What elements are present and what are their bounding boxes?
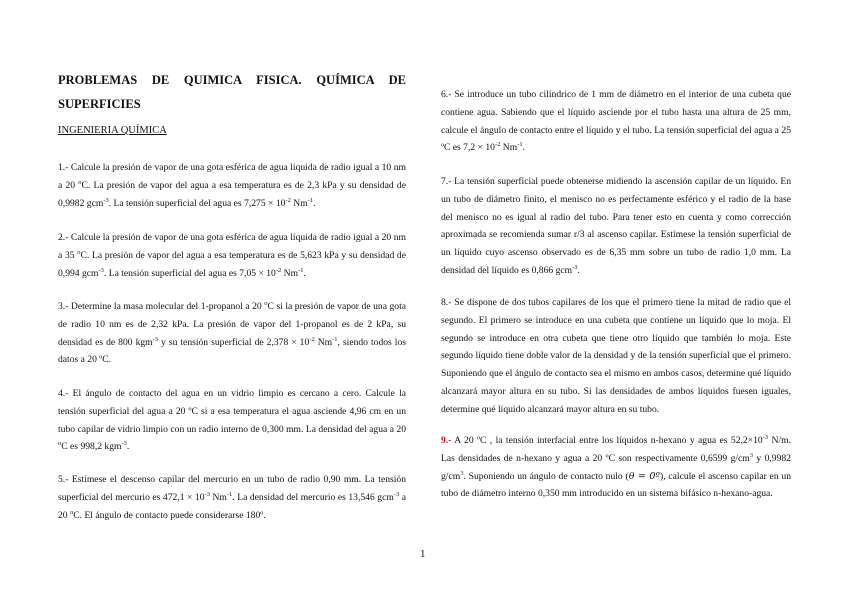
problem-9: 9.- A 20 ºC , la tensión interfacial entre los líquidos n-hexano y agua es $52,2\times 10^{-3}$ N/m. Las densidades de n-hexano y agua a 20 ºC son respectivamente 0,6599 $g/cm^3$ y 0,9982 $g/cm^3$. Suponiendo un ángulo de contacto nulo (θ = 0º), calcule el ascenso capilar en un tubo de diámetro interno 0,350 mm introducido en un sistema bifásico n-hexano-agua. — [441, 433, 792, 500]
problem-7: 7.- La tensión superficial puede obtenerse midiendo la ascensión capilar de un líquido. En un tubo de diámetro finito, el menisco no es perfectamente esférico y el radio de la base del menisco no es igual al radio del tubo. Para tener esto en cuenta y como corrección aproximada se recomienda sumar r/3 al ascenso capilar. Estímese la tensión superficial de un líquido cuyo ascenso observado es de 6,35 mm sobre un tubo de radio 1,0 mm. La densidad del líquido es 0,866 gcm$^{-3}$. — [441, 176, 791, 276]
page-title: PROBLEMAS DE QUIMICA FISICA. QUÍMICA DE SUPERFICIES — [58, 73, 406, 111]
problem-9-number: 9.- — [441, 435, 452, 446]
problem-6: 6.- Se introduce un tubo cilíndrico de 1 mm de diámetro en el interior de una cubeta que contiene agua. Sabiendo que el líquido asciende por el tubo hasta una altura de 25 mm, calcule el ángulo de contacto entre el líquido y el tubo. La tensión superficial del agua a 25 ºC es $7,2 \times 10^{-2}$ $Nm^{-1}$. — [441, 89, 791, 154]
problem-4: 4.- El ángulo de contacto del agua en un vidrio limpio es cercano a cero. Calcule la tensión superficial del agua a 20 ºC si a esa temperatura el agua asciende 4,96 cm en un tubo capilar de vidrio limpio con un radio interno de 0,300 mm. La densidad del agua a 20 $^o$C es 998,2 kgm$^{-3}$. — [58, 388, 406, 453]
problem-2: 2.- Calcule la presión de vapor de una gota esférica de agua líquida de radio igual a 20 nm a 35 $^o$C. La presión de vapor del agua a esa temperatura es de 5,623 kPa y su densidad de 0,994 gcm$^{-3}$. La tensión superficial del agua es $7,05 \times 10^{-2}$ $Nm^{-1}$. — [58, 232, 406, 279]
problem-3: 3.- Determine la masa molecular del 1-propanol a 20 $^o$C si la presión de vapor de una gota de radio 10 nm es de 2,32 kPa. La presión de vapor del 1-propanol es de 2 kPa, su densidad es de 800 kgm$^{-3}$ y su tensión superficial de $2,378 \times 10^{-2}$ $Nm^{-1}$, siendo todos los datos a 20 ºC. — [58, 299, 406, 366]
course-subtitle: INGENIERIA QUÍMICA — [58, 125, 167, 136]
problem-5: 5.- Estímese el descenso capilar del mercurio en un tubo de radio 0,90 mm. La tensión superficial del mercurio es $472,1 \times 10^{-3}$ $Nm^{-1}$. La densidad del mercurio es 13,546 gcm$^{-3}$ a 20 $^o$C. El ángulo de contacto puede considerarse 180º. — [58, 474, 406, 521]
page-number: 1 — [420, 548, 426, 560]
problem-1: 1.- Calcule la presión de vapor de una gota esférica de agua líquida de radio igual a 10 nm a 20 $^o$C. La presión de vapor del agua a esa temperatura es de 2,3 kPa y su densidad de 0,9982 gcm$^{-3}$. La tensión superficial del agua es $7,275 \times 10^{-2}$ $Nm^{-1}$. — [58, 162, 406, 209]
problem-8: 8.- Se dispone de dos tubos capilares de los que el primero tiene la mitad de radio que el segundo. El primero se introduce en una cubeta que contiene un líquido que lo moja. El segundo se introduce en otra cubeta que tiene otro líquido que también lo moja. Este segundo líquido tiene doble valor de la densidad y de la tensión superficial que el primero. Suponiendo que el ángulo de contacto sea el mismo en ambos casos, determine qué líquido alcanzará mayor altura en su tubo. Si las densidades de ambos líquidos fuesen iguales, determine qué líquido alcanzará mayor altura en su tubo. — [441, 297, 791, 415]
theta-expression: θ = 0º — [628, 470, 661, 482]
